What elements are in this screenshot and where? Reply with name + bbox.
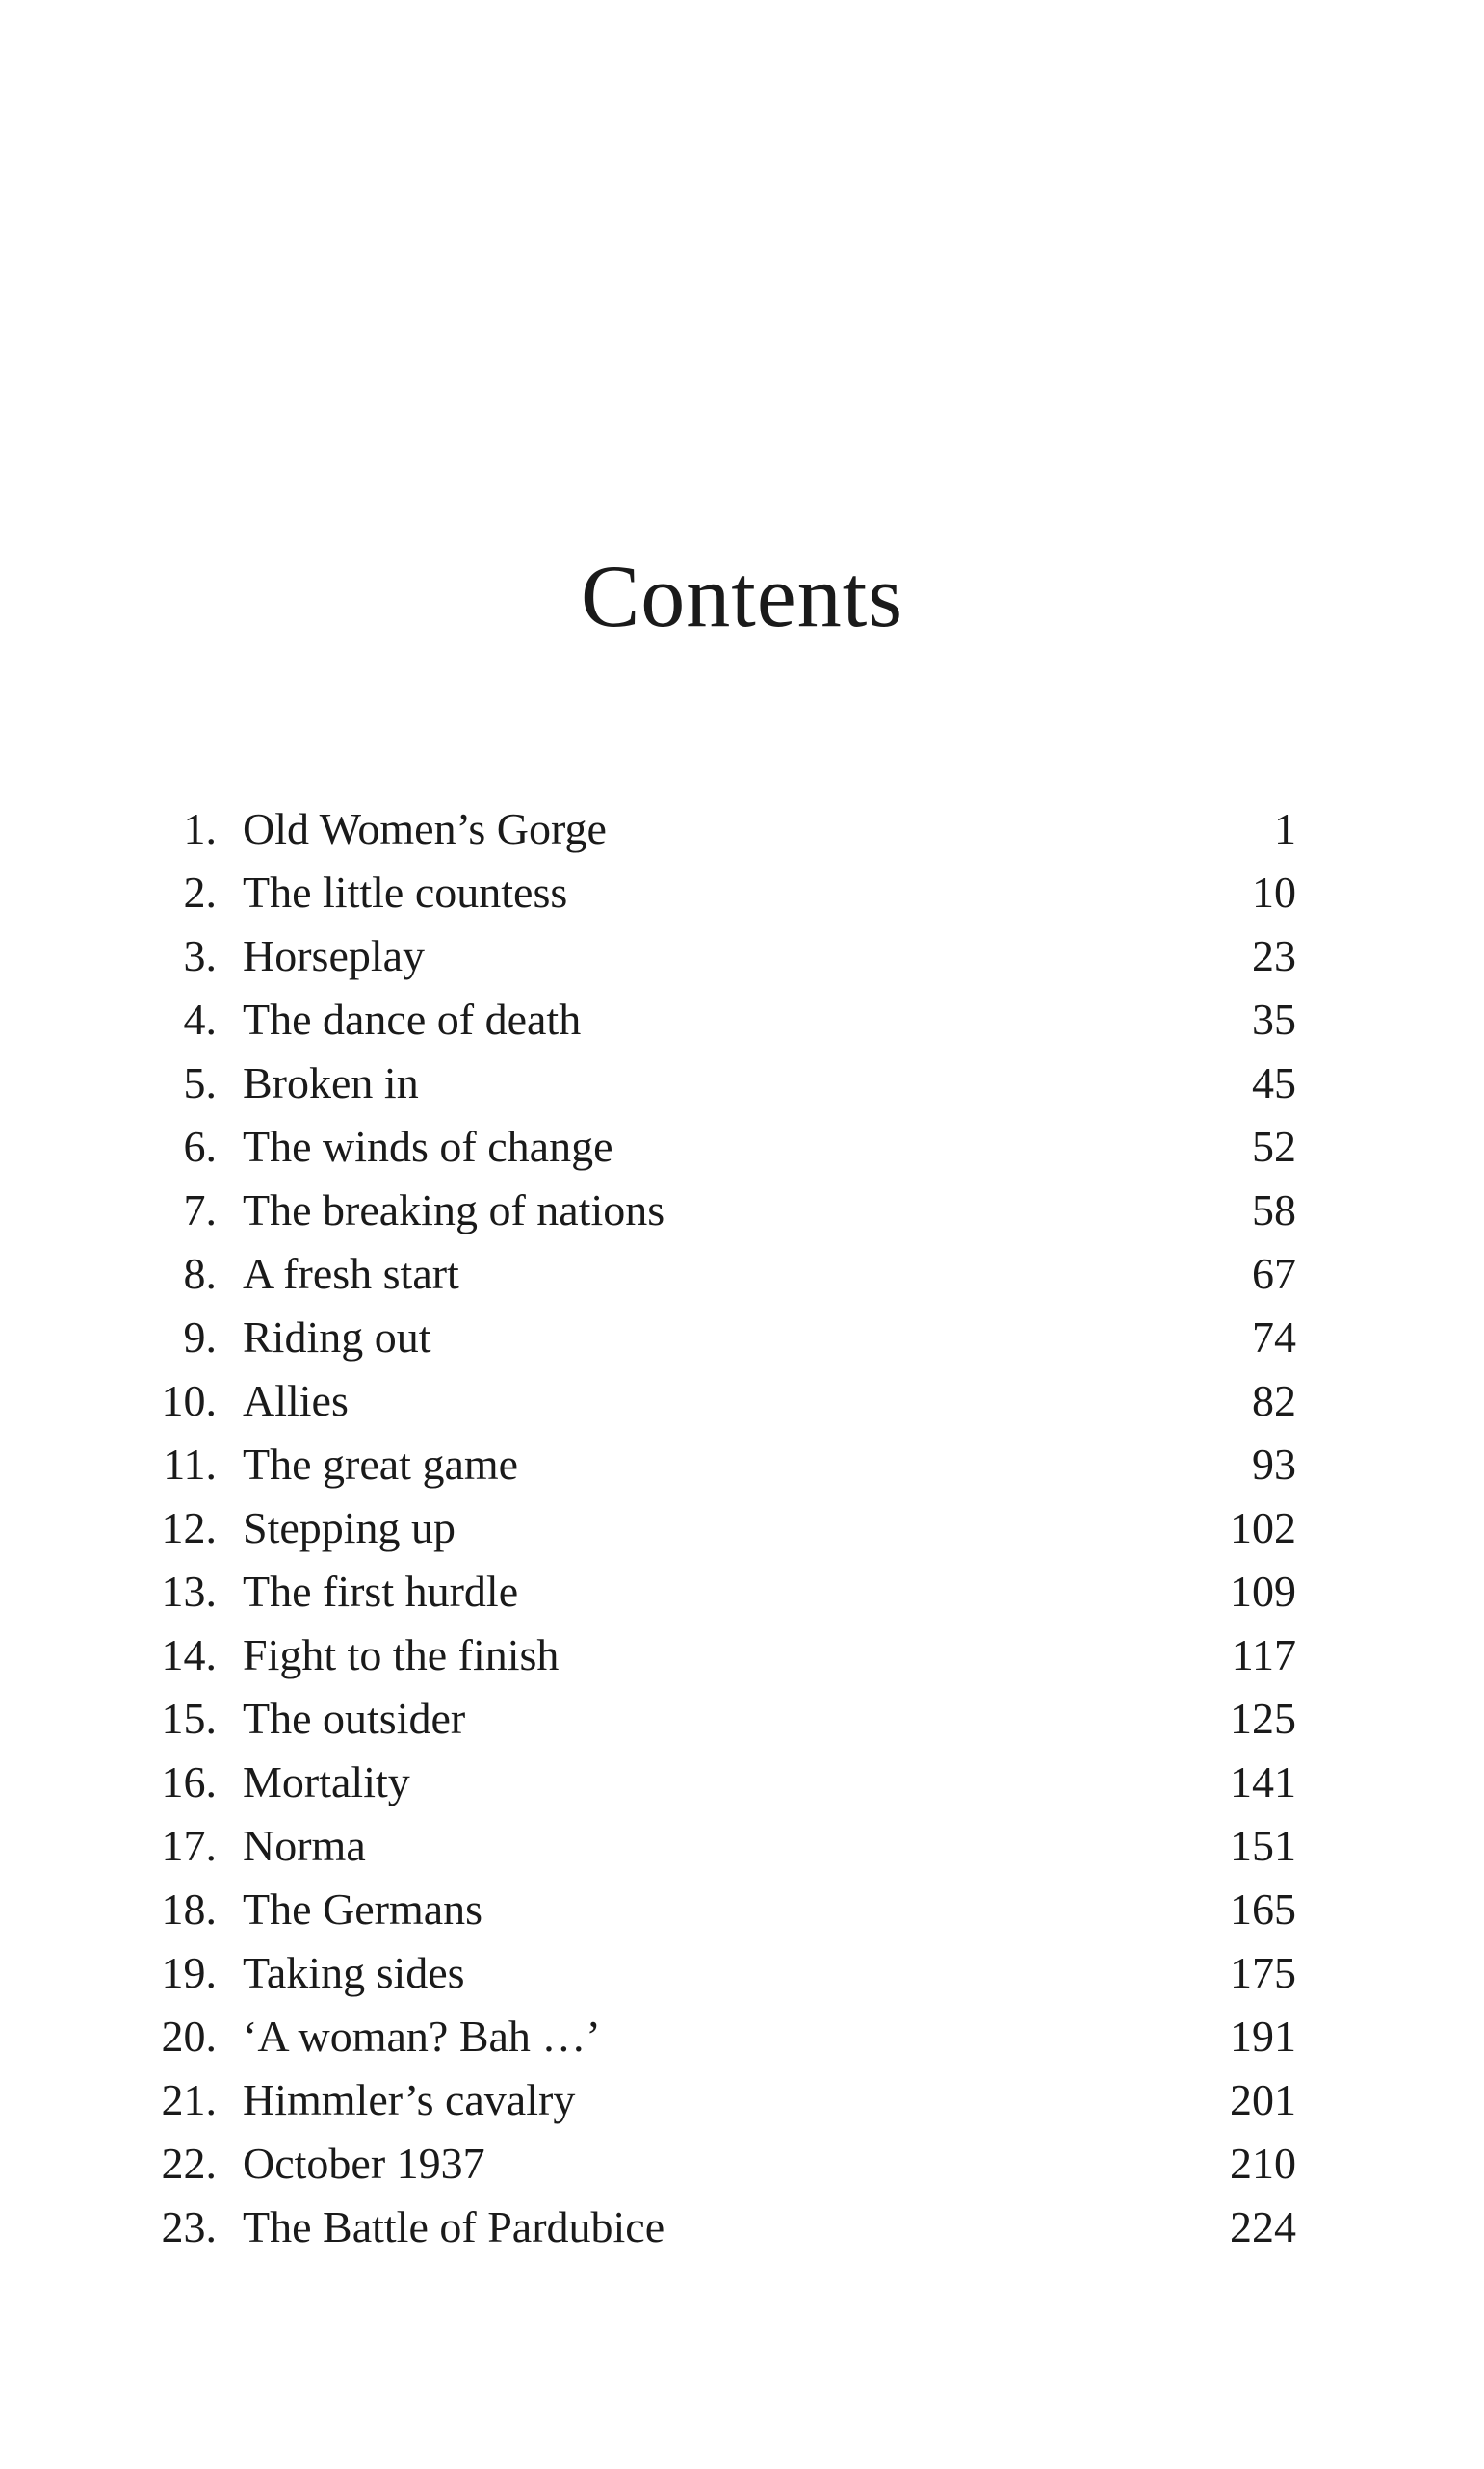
page-number: 125 bbox=[1230, 1694, 1296, 1743]
chapter-title: The great game bbox=[243, 1440, 519, 1489]
chapter-title: The Battle of Pardubice bbox=[243, 2202, 665, 2251]
chapter-title: The little countess bbox=[243, 868, 568, 917]
chapter-title: The first hurdle bbox=[243, 1567, 519, 1616]
page-number: 74 bbox=[1252, 1312, 1296, 1362]
table-of-contents bbox=[0, 797, 1484, 2259]
chapter-title: A fresh start bbox=[243, 1249, 459, 1298]
toc-entry bbox=[0, 924, 1484, 988]
toc-entry bbox=[0, 1115, 1484, 1179]
toc-entry bbox=[0, 1306, 1484, 1369]
page-title: Contents bbox=[580, 546, 904, 645]
toc-entry bbox=[0, 1941, 1484, 2005]
page-number: 175 bbox=[1230, 1948, 1296, 1997]
toc-entry bbox=[0, 2132, 1484, 2196]
page-number: 210 bbox=[1230, 2139, 1296, 2188]
toc-entry bbox=[0, 1433, 1484, 1496]
toc-entry bbox=[0, 2196, 1484, 2259]
chapter-title: The Germans bbox=[243, 1884, 483, 1934]
toc-entry bbox=[0, 2068, 1484, 2132]
chapter-title: Allies bbox=[243, 1376, 349, 1425]
page-number: 102 bbox=[1230, 1503, 1296, 1552]
chapter-number: 7. bbox=[183, 1185, 217, 1234]
page-number: 58 bbox=[1252, 1185, 1296, 1234]
chapter-number: 13. bbox=[161, 1567, 217, 1616]
toc-entry bbox=[0, 861, 1484, 924]
page-number: 45 bbox=[1252, 1058, 1296, 1107]
toc-entry bbox=[0, 1878, 1484, 1941]
page-number: 1 bbox=[1274, 804, 1296, 853]
chapter-title: The winds of change bbox=[243, 1122, 613, 1171]
toc-entry bbox=[0, 1242, 1484, 1306]
chapter-number: 15. bbox=[161, 1694, 217, 1743]
chapter-title: Horseplay bbox=[243, 931, 426, 980]
chapter-number: 4. bbox=[183, 995, 217, 1044]
chapter-title: Fight to the finish bbox=[243, 1630, 560, 1679]
page-number: 117 bbox=[1231, 1630, 1296, 1679]
chapter-number: 1. bbox=[183, 804, 217, 853]
toc-entry bbox=[0, 1179, 1484, 1242]
chapter-number: 12. bbox=[161, 1503, 217, 1552]
toc-entry bbox=[0, 1751, 1484, 1814]
toc-entry bbox=[0, 1624, 1484, 1687]
chapter-title: October 1937 bbox=[243, 2139, 485, 2188]
page-number: 35 bbox=[1252, 995, 1296, 1044]
chapter-number: 11. bbox=[163, 1440, 217, 1489]
page-number: 23 bbox=[1252, 931, 1296, 980]
toc-entry bbox=[0, 1814, 1484, 1878]
chapter-title: Himmler’s cavalry bbox=[243, 2075, 576, 2124]
chapter-number: 3. bbox=[183, 931, 217, 980]
toc-entry bbox=[0, 1369, 1484, 1433]
page-number: 93 bbox=[1252, 1440, 1296, 1489]
page-number: 165 bbox=[1230, 1884, 1296, 1934]
chapter-title: ‘A woman? Bah …’ bbox=[243, 2012, 601, 2061]
chapter-title: Broken in bbox=[243, 1058, 419, 1107]
page-number: 224 bbox=[1230, 2202, 1296, 2251]
chapter-number: 2. bbox=[183, 868, 217, 917]
chapter-number: 21. bbox=[161, 2075, 217, 2124]
toc-entry bbox=[0, 1496, 1484, 1560]
chapter-number: 10. bbox=[161, 1376, 217, 1425]
chapter-title: The dance of death bbox=[243, 995, 582, 1044]
page-number: 67 bbox=[1252, 1249, 1296, 1298]
chapter-number: 9. bbox=[183, 1312, 217, 1362]
chapter-number: 23. bbox=[161, 2202, 217, 2251]
page-number: 109 bbox=[1230, 1567, 1296, 1616]
chapter-number: 22. bbox=[161, 2139, 217, 2188]
chapter-title: Riding out bbox=[243, 1312, 431, 1362]
toc-entry bbox=[0, 797, 1484, 861]
page-number: 10 bbox=[1252, 868, 1296, 917]
chapter-number: 19. bbox=[161, 1948, 217, 1997]
chapter-title: The breaking of nations bbox=[243, 1185, 665, 1234]
page-number: 201 bbox=[1230, 2075, 1296, 2124]
page-number: 82 bbox=[1252, 1376, 1296, 1425]
chapter-number: 6. bbox=[183, 1122, 217, 1171]
chapter-number: 18. bbox=[161, 1884, 217, 1934]
page-number: 141 bbox=[1230, 1757, 1296, 1806]
toc-entry bbox=[0, 2005, 1484, 2068]
chapter-title: Mortality bbox=[243, 1757, 410, 1806]
chapter-number: 16. bbox=[161, 1757, 217, 1806]
chapter-number: 8. bbox=[183, 1249, 217, 1298]
chapter-title: Stepping up bbox=[243, 1503, 456, 1552]
chapter-title: Taking sides bbox=[243, 1948, 465, 1997]
chapter-number: 20. bbox=[161, 2012, 217, 2061]
page-number: 191 bbox=[1230, 2012, 1296, 2061]
toc-entry bbox=[0, 1687, 1484, 1751]
toc-entry bbox=[0, 1560, 1484, 1624]
chapter-title: The outsider bbox=[243, 1694, 466, 1743]
chapter-number: 17. bbox=[161, 1821, 217, 1870]
chapter-number: 14. bbox=[161, 1630, 217, 1679]
toc-entry bbox=[0, 988, 1484, 1052]
chapter-number: 5. bbox=[183, 1058, 217, 1107]
page-number: 151 bbox=[1230, 1821, 1296, 1870]
chapter-title: Old Women’s Gorge bbox=[243, 804, 607, 853]
chapter-title: Norma bbox=[243, 1821, 366, 1870]
toc-entry bbox=[0, 1052, 1484, 1115]
page-number: 52 bbox=[1252, 1122, 1296, 1171]
